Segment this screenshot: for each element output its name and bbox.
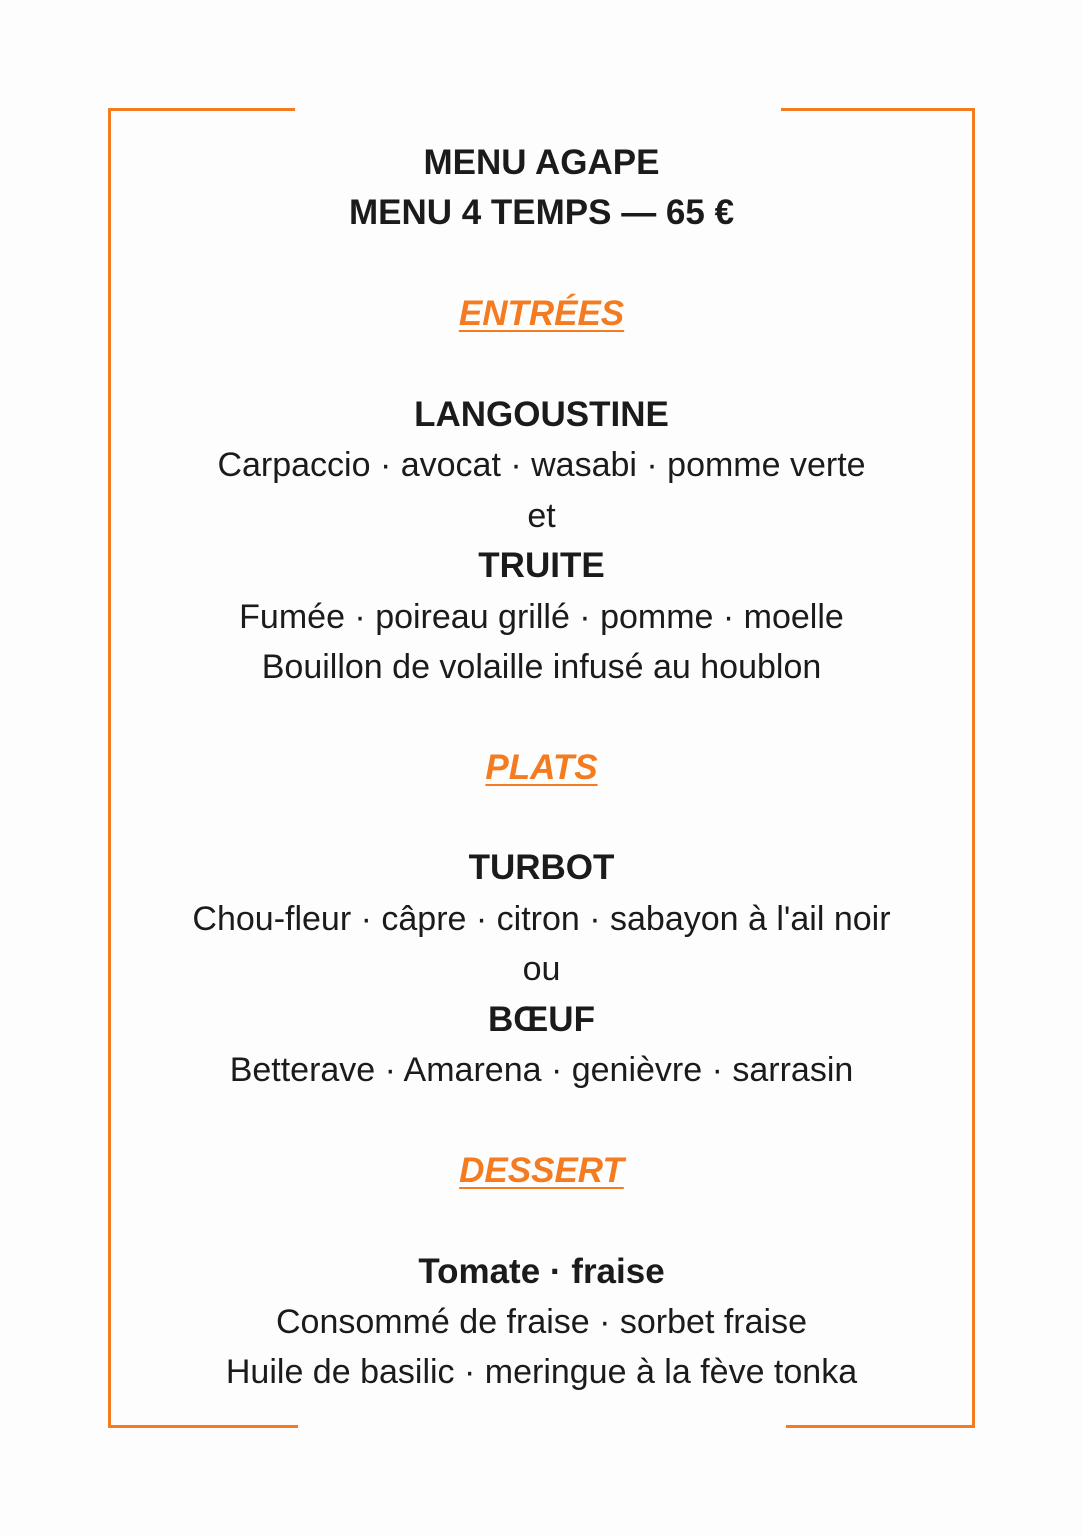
dish-description: Fumée · poireau grillé · pomme · moelle bbox=[239, 597, 844, 636]
dish-description: Chou-fleur · câpre · citron · sabayon à l'ail noir bbox=[192, 899, 891, 938]
frame-bottom-left-segment bbox=[108, 1425, 298, 1428]
menu-content bbox=[111, 138, 972, 1398]
dish-description: Bouillon de volaille infusé au houblon bbox=[261, 647, 822, 686]
spacer bbox=[111, 793, 972, 843]
dish-description: Huile de basilic · meringue à la fève tonka bbox=[225, 1353, 858, 1392]
frame-right-border bbox=[972, 108, 975, 1428]
dish-name-truite: TRUITE bbox=[478, 546, 605, 586]
dish-name-turbot: TURBOT bbox=[468, 848, 615, 888]
section-heading-entrees: ENTRÉES bbox=[458, 294, 625, 334]
dish-connector: et bbox=[527, 496, 556, 535]
section-heading-dessert: DESSERT bbox=[459, 1150, 624, 1190]
menu-subtitle: MENU 4 TEMPS — 65 € bbox=[348, 193, 735, 233]
frame-top-right-segment bbox=[781, 108, 975, 111]
spacer bbox=[111, 239, 972, 289]
spacer bbox=[111, 1196, 972, 1246]
frame-bottom-right-segment bbox=[786, 1425, 975, 1428]
dish-description: Carpaccio · avocat · wasabi · pomme verte bbox=[217, 446, 866, 485]
spacer bbox=[111, 692, 972, 742]
dish-description: Betterave · Amarena · genièvre · sarrasin bbox=[229, 1051, 854, 1090]
dish-name-langoustine: LANGOUSTINE bbox=[414, 394, 669, 434]
frame-top-left-segment bbox=[108, 108, 295, 111]
dish-name-tomate-fraise: Tomate · fraise bbox=[418, 1251, 665, 1291]
section-heading-plats: PLATS bbox=[485, 747, 598, 787]
spacer bbox=[111, 340, 972, 390]
dish-connector: ou bbox=[522, 950, 561, 989]
spacer bbox=[111, 1095, 972, 1145]
menu-title: MENU AGAPE bbox=[423, 143, 660, 182]
dish-description: Consommé de fraise · sorbet fraise bbox=[276, 1302, 807, 1341]
dish-name-boeuf: BŒUF bbox=[488, 999, 595, 1039]
